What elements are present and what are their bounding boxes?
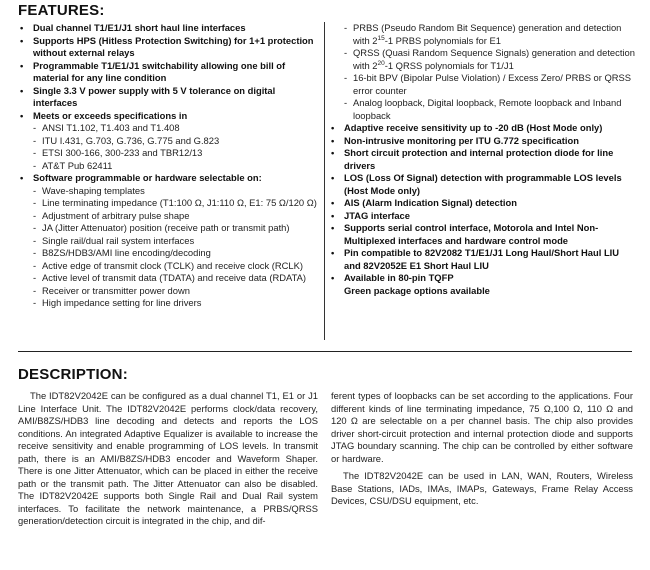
features-left-column xyxy=(20,22,320,310)
description-paragraph: The IDT82V2042E can be used in LAN, WAN, Routers, Wireless Base Stations, IADs, IMAs, IMAPs, Gateways, Frame Relay Access Devices, CSU/DSU equipment, etc. xyxy=(331,470,633,506)
feature-item xyxy=(20,22,320,35)
bullet: • xyxy=(331,272,335,283)
sub-text: Line terminating impedance (T1:100 Ω, J1:110 Ω, E1: 75 Ω/120 Ω) xyxy=(42,197,317,208)
feature-item xyxy=(331,210,636,223)
sub-text: JA (Jitter Attenuator) position (receive path or transmit path) xyxy=(42,222,290,233)
bullet: • xyxy=(20,109,24,121)
sub-text: ETSI 300-166, 300-233 and TBR12/13 xyxy=(42,147,203,158)
feature-item xyxy=(331,147,636,172)
feature-item xyxy=(331,285,636,298)
exponent: 15 xyxy=(377,34,385,42)
feature-text: Software programmable or hardware selectable on: xyxy=(33,172,262,183)
sub-item-qrss xyxy=(331,47,636,72)
sub-text: B8ZS/HDB3/AMI line encoding/decoding xyxy=(42,247,211,258)
dash: - xyxy=(33,147,37,158)
sub-item xyxy=(20,147,320,160)
sub-item xyxy=(20,210,320,223)
bullet: • xyxy=(20,172,24,183)
dash: - xyxy=(33,134,37,146)
dash: - xyxy=(344,97,348,108)
sub-item xyxy=(20,285,320,298)
sub-item xyxy=(20,222,320,235)
dash: - xyxy=(33,234,37,246)
feature-text: Available in 80-pin TQFP xyxy=(344,272,454,283)
sub-text: Adjustment of arbitrary pulse shape xyxy=(42,209,190,221)
dash: - xyxy=(33,297,37,308)
sub-text: ANSI T1.102, T1.403 and T1.408 xyxy=(42,122,180,133)
sub-text xyxy=(353,47,636,72)
feature-text: Short circuit protection and internal protection diode for line drivers xyxy=(344,147,614,171)
bullet: • xyxy=(20,59,24,71)
description-paragraph: ferent types of loopbacks can be set according to the applications. Four different kinds of line terminating impedance, 75 Ω,100 Ω, 110 Ω and 120 Ω are selectable on a per channel basis. The chip also provides driver short-circuit protection and internal protection diode and supports JTAG boundary scanning. The chip can be controlled by either software or hardware. xyxy=(331,390,633,464)
feature-text: Programmable T1/E1/J1 switchability allowing one bill of material for any line condition xyxy=(33,59,286,83)
description-paragraph: The IDT82V2042E can be configured as a dual channel T1, E1 or J1 Line Interface Unit. The IDT82V2042E performs clock/data recovery, AMI/B8ZS/HDB3 line decoding and detects and reports the LOS conditions. An integrated Adaptive Equalizer is available to increase the receive sensitivity and enable programming of LOS levels. In transmit path, there is an AMI/B8ZS/HDB3 encoder and Waveform Shaper. There is one Jitter Attenuator, which can be placed in either the receive path or the transmit path. The Jitter Attenuator can also be disabled. The IDT82V2042E supports both Single Rail and Dual Rail system interfaces. To facilitate the network maintenance, a PRBS/QRSS generation/detection circuit is integrated in the chip, and dif- xyxy=(18,390,318,526)
bullet: • xyxy=(331,172,335,183)
sub-text xyxy=(353,22,636,47)
feature-item xyxy=(331,172,636,197)
feature-text: Single 3.3 V power supply with 5 V tolerance on digital interfaces xyxy=(33,84,276,108)
section-divider xyxy=(18,351,632,352)
sub-text: Active level of transmit data (TDATA) and receive data (RDATA) xyxy=(42,272,306,283)
dash: - xyxy=(33,197,37,208)
dash: - xyxy=(33,284,37,296)
description-left-column xyxy=(18,390,318,528)
features-heading: FEATURES: xyxy=(18,2,105,19)
dash: - xyxy=(33,222,37,233)
feature-text: Adaptive receive sensitivity up to -20 dB (Host Mode only) xyxy=(344,122,603,133)
sub-item xyxy=(331,72,636,97)
sub-item xyxy=(20,185,320,198)
dash: - xyxy=(33,209,37,221)
sub-text: Analog loopback, Digital loopback, Remote loopback and Inband loopback xyxy=(353,97,622,121)
feature-item xyxy=(20,60,320,85)
exponent: 20 xyxy=(377,59,385,67)
column-divider xyxy=(324,22,325,340)
dash: - xyxy=(33,247,37,258)
sub-item xyxy=(20,260,320,273)
feature-item xyxy=(20,35,320,60)
dash: - xyxy=(33,272,37,283)
dash: - xyxy=(33,259,37,271)
dash: - xyxy=(344,47,348,58)
feature-item xyxy=(20,85,320,110)
feature-item xyxy=(331,272,636,285)
feature-item xyxy=(331,122,636,135)
bullet: • xyxy=(331,222,335,233)
feature-text: AIS (Alarm Indication Signal) detection xyxy=(344,197,517,208)
description-right-column xyxy=(331,390,633,508)
sub-item xyxy=(20,160,320,173)
feature-text: Green package options available xyxy=(344,284,490,296)
sub-text: High impedance setting for line drivers xyxy=(42,297,202,308)
bullet: • xyxy=(20,84,24,96)
sub-text: Receiver or transmitter power down xyxy=(42,284,190,296)
sub-text: ITU I.431, G.703, G.736, G.775 and G.823 xyxy=(42,134,220,146)
dash: - xyxy=(344,22,348,33)
feature-item xyxy=(331,197,636,210)
dash: - xyxy=(33,184,37,196)
bullet: • xyxy=(331,134,335,146)
feature-text: JTAG interface xyxy=(344,209,410,221)
feature-text: Non-intrusive monitoring per ITU G.772 specification xyxy=(344,134,579,146)
sub-text-part: -1 QRSS polynomials for T1/J1 xyxy=(384,59,514,71)
feature-item xyxy=(331,135,636,148)
sub-item xyxy=(20,272,320,285)
sub-item xyxy=(20,235,320,248)
dash: - xyxy=(33,159,37,171)
sub-text: Active edge of transmit clock (TCLK) and receive clock (RCLK) xyxy=(42,259,304,271)
feature-item xyxy=(20,110,320,123)
sub-text: Single rail/dual rail system interfaces xyxy=(42,234,195,246)
sub-text-part: QRSS (Quasi Random Sequence Signals) generation and detection with 2 xyxy=(353,47,635,71)
sub-text-part: -1 PRBS polynomials for E1 xyxy=(384,34,501,46)
sub-text: Wave-shaping templates xyxy=(42,184,145,196)
feature-text: Supports HPS (Hitless Protection Switching) for 1+1 protection without external relays xyxy=(33,34,314,58)
bullet: • xyxy=(20,34,24,46)
sub-item xyxy=(20,197,320,210)
bullet: • xyxy=(331,197,335,208)
features-right-column xyxy=(331,22,636,297)
feature-text: Pin compatible to 82V2082 T1/E1/J1 Long Haul/Short Haul LIU and 82V2052E E1 Short Haul LIU xyxy=(344,247,620,271)
feature-text: LOS (Loss Of Signal) detection with programmable LOS levels (Host Mode only) xyxy=(344,172,622,196)
bullet: • xyxy=(331,122,335,133)
feature-item xyxy=(331,222,636,247)
description-heading: DESCRIPTION: xyxy=(18,366,128,383)
sub-item xyxy=(20,297,320,310)
sub-item xyxy=(20,247,320,260)
bullet: • xyxy=(331,247,335,258)
sub-item xyxy=(331,97,636,122)
sub-item-prbs xyxy=(331,22,636,47)
feature-item xyxy=(331,247,636,272)
bullet: • xyxy=(20,22,24,33)
dash: - xyxy=(344,72,348,83)
dash: - xyxy=(33,122,37,133)
feature-text: Meets or exceeds specifications in xyxy=(33,109,188,121)
sub-item xyxy=(20,122,320,135)
sub-text: AT&T Pub 62411 xyxy=(42,159,113,171)
sub-text: 16-bit BPV (Bipolar Pulse Violation) / Excess Zero/ PRBS or QRSS error counter xyxy=(353,72,632,96)
feature-text: Supports serial control interface, Motorola and Intel Non-Multiplexed interfaces and hardware control mode xyxy=(344,222,599,246)
bullet: • xyxy=(331,209,335,221)
sub-item xyxy=(20,135,320,148)
sub-text-part: PRBS (Pseudo Random Bit Sequence) generation and detection with 2 xyxy=(353,22,622,46)
bullet: • xyxy=(331,147,335,158)
feature-text: Dual channel T1/E1/J1 short haul line interfaces xyxy=(33,22,246,33)
feature-item xyxy=(20,172,320,185)
